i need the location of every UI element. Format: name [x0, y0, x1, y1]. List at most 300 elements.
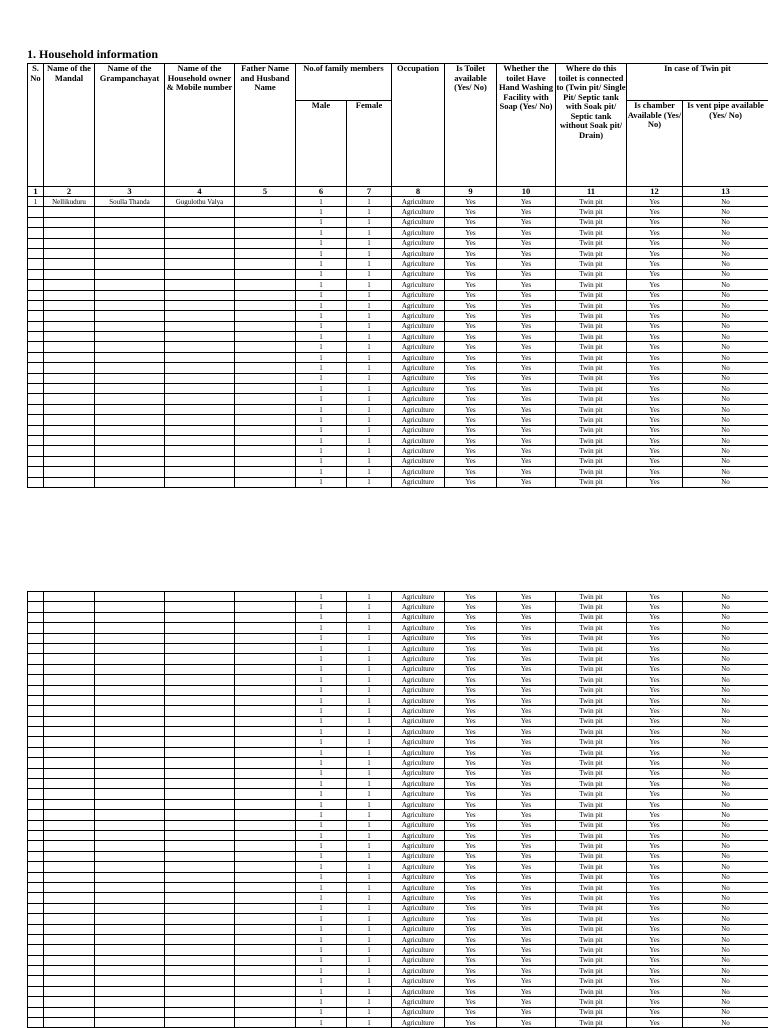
table-row	[28, 477, 768, 487]
cell-grampanchayat	[95, 467, 165, 477]
cell-female: 1	[347, 415, 392, 425]
table-row	[28, 290, 768, 300]
cell-father	[235, 737, 296, 747]
cell-male: 1	[296, 290, 347, 300]
cell-grampanchayat	[95, 695, 165, 705]
household-table-continued	[27, 591, 768, 1028]
table-row	[28, 435, 768, 445]
cell-female: 1	[347, 311, 392, 321]
cell-father	[235, 363, 296, 373]
cell-connected: Twin pit	[556, 373, 627, 383]
cell-connected: Twin pit	[556, 456, 627, 466]
cell-ventpipe: No	[683, 747, 768, 757]
cell-owner	[165, 727, 235, 737]
cell-owner: Gugulothu Valya	[165, 197, 235, 207]
cell-father	[235, 810, 296, 820]
cell-grampanchayat	[95, 882, 165, 892]
table-row	[28, 373, 768, 383]
cell-occupation: Agriculture	[392, 997, 445, 1007]
table-row	[28, 352, 768, 362]
cell-chamber: Yes	[627, 197, 683, 207]
cell-ventpipe: No	[683, 830, 768, 840]
cell-father	[235, 467, 296, 477]
cell-grampanchayat	[95, 799, 165, 809]
table-row	[28, 706, 768, 716]
cell-chamber: Yes	[627, 882, 683, 892]
cell-handwash: Yes	[497, 384, 556, 394]
cell-grampanchayat	[95, 747, 165, 757]
cell-chamber: Yes	[627, 623, 683, 633]
cell-handwash: Yes	[497, 685, 556, 695]
cell-connected: Twin pit	[556, 280, 627, 290]
cell-connected: Twin pit	[556, 997, 627, 1007]
cell-ventpipe: No	[683, 280, 768, 290]
cell-female: 1	[347, 882, 392, 892]
cell-connected: Twin pit	[556, 664, 627, 674]
household-table	[27, 63, 768, 488]
cell-mandal	[44, 893, 95, 903]
cell-occupation: Agriculture	[392, 716, 445, 726]
table-row	[28, 602, 768, 612]
table-row	[28, 893, 768, 903]
cell-chamber: Yes	[627, 415, 683, 425]
cell-sno	[28, 830, 44, 840]
table-row	[28, 862, 768, 872]
cell-sno	[28, 248, 44, 258]
cell-grampanchayat	[95, 654, 165, 664]
cell-connected: Twin pit	[556, 779, 627, 789]
table-row	[28, 259, 768, 269]
cell-grampanchayat	[95, 446, 165, 456]
cell-female: 1	[347, 228, 392, 238]
cell-mandal	[44, 914, 95, 924]
cell-male: 1	[296, 747, 347, 757]
cell-chamber: Yes	[627, 363, 683, 373]
cell-toilet: Yes	[445, 415, 497, 425]
cell-ventpipe: No	[683, 269, 768, 279]
cell-ventpipe: No	[683, 332, 768, 342]
cell-grampanchayat	[95, 404, 165, 414]
cell-male: 1	[296, 945, 347, 955]
cell-chamber: Yes	[627, 810, 683, 820]
table-row	[28, 675, 768, 685]
header-mandal: Name of the Mandal	[44, 64, 95, 187]
cell-handwash: Yes	[497, 716, 556, 726]
cell-owner	[165, 716, 235, 726]
cell-father	[235, 914, 296, 924]
cell-male: 1	[296, 799, 347, 809]
cell-mandal	[44, 966, 95, 976]
cell-female: 1	[347, 986, 392, 996]
cell-female: 1	[347, 269, 392, 279]
cell-female: 1	[347, 768, 392, 778]
cell-handwash: Yes	[497, 592, 556, 602]
cell-ventpipe: No	[683, 207, 768, 217]
cell-sno	[28, 768, 44, 778]
cell-father	[235, 643, 296, 653]
cell-occupation: Agriculture	[392, 747, 445, 757]
cell-owner	[165, 675, 235, 685]
cell-father	[235, 394, 296, 404]
header-owner: Name of the Household owner & Mobile number	[165, 64, 235, 187]
cell-female: 1	[347, 893, 392, 903]
cell-father	[235, 602, 296, 612]
cell-occupation: Agriculture	[392, 966, 445, 976]
cell-mandal	[44, 643, 95, 653]
cell-chamber: Yes	[627, 914, 683, 924]
cell-ventpipe: No	[683, 716, 768, 726]
cell-female: 1	[347, 373, 392, 383]
cell-sno	[28, 706, 44, 716]
header-chamber: Is chamber Available (Yes/ No)	[627, 101, 683, 187]
cell-sno	[28, 903, 44, 913]
cell-female: 1	[347, 238, 392, 248]
header-connected: Where do this toilet is connected to (Twin pit/ Single Pit/ Septic tank with Soak pit/ Septic tank without Soak pit/ Drain)	[556, 64, 627, 187]
cell-grampanchayat	[95, 997, 165, 1007]
cell-occupation: Agriculture	[392, 914, 445, 924]
column-number: 3	[95, 187, 165, 197]
cell-handwash: Yes	[497, 300, 556, 310]
cell-sno	[28, 228, 44, 238]
cell-chamber: Yes	[627, 924, 683, 934]
column-number: 1	[28, 187, 44, 197]
cell-connected: Twin pit	[556, 706, 627, 716]
cell-grampanchayat	[95, 976, 165, 986]
cell-ventpipe: No	[683, 477, 768, 487]
cell-female: 1	[347, 290, 392, 300]
cell-female: 1	[347, 727, 392, 737]
cell-female: 1	[347, 799, 392, 809]
cell-toilet: Yes	[445, 841, 497, 851]
cell-occupation: Agriculture	[392, 685, 445, 695]
cell-mandal: Nellikuduru	[44, 197, 95, 207]
cell-owner	[165, 893, 235, 903]
cell-mandal	[44, 862, 95, 872]
cell-owner	[165, 820, 235, 830]
cell-mandal	[44, 602, 95, 612]
cell-owner	[165, 435, 235, 445]
cell-handwash: Yes	[497, 207, 556, 217]
cell-occupation: Agriculture	[392, 903, 445, 913]
cell-handwash: Yes	[497, 872, 556, 882]
cell-handwash: Yes	[497, 737, 556, 747]
cell-male: 1	[296, 862, 347, 872]
cell-handwash: Yes	[497, 986, 556, 996]
cell-sno	[28, 945, 44, 955]
cell-handwash: Yes	[497, 820, 556, 830]
table-row	[28, 945, 768, 955]
cell-chamber: Yes	[627, 300, 683, 310]
cell-female: 1	[347, 602, 392, 612]
cell-ventpipe: No	[683, 612, 768, 622]
cell-owner	[165, 394, 235, 404]
cell-grampanchayat	[95, 903, 165, 913]
cell-chamber: Yes	[627, 373, 683, 383]
cell-father	[235, 976, 296, 986]
cell-ventpipe: No	[683, 404, 768, 414]
cell-toilet: Yes	[445, 654, 497, 664]
cell-grampanchayat	[95, 394, 165, 404]
cell-connected: Twin pit	[556, 332, 627, 342]
cell-occupation: Agriculture	[392, 664, 445, 674]
cell-toilet: Yes	[445, 363, 497, 373]
cell-grampanchayat	[95, 238, 165, 248]
cell-handwash: Yes	[497, 623, 556, 633]
cell-ventpipe: No	[683, 602, 768, 612]
cell-chamber: Yes	[627, 716, 683, 726]
cell-mandal	[44, 477, 95, 487]
cell-occupation: Agriculture	[392, 248, 445, 258]
cell-female: 1	[347, 592, 392, 602]
cell-owner	[165, 633, 235, 643]
cell-occupation: Agriculture	[392, 727, 445, 737]
cell-chamber: Yes	[627, 290, 683, 300]
cell-grampanchayat	[95, 685, 165, 695]
cell-female: 1	[347, 737, 392, 747]
cell-toilet: Yes	[445, 332, 497, 342]
cell-chamber: Yes	[627, 269, 683, 279]
column-number: 8	[392, 187, 445, 197]
cell-connected: Twin pit	[556, 955, 627, 965]
cell-grampanchayat	[95, 820, 165, 830]
cell-handwash: Yes	[497, 456, 556, 466]
cell-connected: Twin pit	[556, 914, 627, 924]
cell-ventpipe: No	[683, 789, 768, 799]
cell-toilet: Yes	[445, 966, 497, 976]
cell-toilet: Yes	[445, 882, 497, 892]
table-row	[28, 300, 768, 310]
cell-toilet: Yes	[445, 373, 497, 383]
cell-female: 1	[347, 841, 392, 851]
table-row	[28, 830, 768, 840]
cell-owner	[165, 706, 235, 716]
cell-owner	[165, 851, 235, 861]
table-row	[28, 404, 768, 414]
cell-male: 1	[296, 727, 347, 737]
cell-owner	[165, 695, 235, 705]
cell-male: 1	[296, 1018, 347, 1028]
table-row	[28, 238, 768, 248]
cell-owner	[165, 456, 235, 466]
cell-ventpipe: No	[683, 727, 768, 737]
cell-toilet: Yes	[445, 737, 497, 747]
cell-father	[235, 435, 296, 445]
cell-toilet: Yes	[445, 747, 497, 757]
cell-ventpipe: No	[683, 228, 768, 238]
cell-owner	[165, 758, 235, 768]
cell-father	[235, 986, 296, 996]
cell-male: 1	[296, 363, 347, 373]
cell-chamber: Yes	[627, 976, 683, 986]
cell-female: 1	[347, 633, 392, 643]
cell-occupation: Agriculture	[392, 384, 445, 394]
cell-mandal	[44, 269, 95, 279]
table-row	[28, 332, 768, 342]
cell-ventpipe: No	[683, 654, 768, 664]
cell-sno	[28, 779, 44, 789]
cell-ventpipe: No	[683, 259, 768, 269]
table-row	[28, 810, 768, 820]
cell-grampanchayat	[95, 986, 165, 996]
cell-sno	[28, 862, 44, 872]
cell-sno	[28, 592, 44, 602]
cell-father	[235, 280, 296, 290]
cell-mandal	[44, 727, 95, 737]
cell-chamber: Yes	[627, 830, 683, 840]
cell-father	[235, 425, 296, 435]
cell-toilet: Yes	[445, 612, 497, 622]
cell-ventpipe: No	[683, 966, 768, 976]
cell-male: 1	[296, 633, 347, 643]
cell-father	[235, 851, 296, 861]
cell-female: 1	[347, 747, 392, 757]
cell-occupation: Agriculture	[392, 882, 445, 892]
cell-mandal	[44, 456, 95, 466]
cell-sno	[28, 727, 44, 737]
cell-toilet: Yes	[445, 207, 497, 217]
cell-toilet: Yes	[445, 716, 497, 726]
table-row	[28, 643, 768, 653]
cell-owner	[165, 602, 235, 612]
cell-female: 1	[347, 872, 392, 882]
table-row	[28, 789, 768, 799]
table-row	[28, 363, 768, 373]
cell-father	[235, 903, 296, 913]
cell-mandal	[44, 955, 95, 965]
cell-father	[235, 685, 296, 695]
cell-male: 1	[296, 217, 347, 227]
cell-connected: Twin pit	[556, 654, 627, 664]
cell-father	[235, 893, 296, 903]
cell-female: 1	[347, 945, 392, 955]
cell-sno	[28, 1007, 44, 1017]
cell-occupation: Agriculture	[392, 352, 445, 362]
cell-father	[235, 415, 296, 425]
cell-chamber: Yes	[627, 332, 683, 342]
cell-sno	[28, 269, 44, 279]
cell-ventpipe: No	[683, 841, 768, 851]
table-row	[28, 207, 768, 217]
cell-ventpipe: No	[683, 872, 768, 882]
cell-male: 1	[296, 820, 347, 830]
cell-sno	[28, 342, 44, 352]
cell-occupation: Agriculture	[392, 758, 445, 768]
cell-mandal	[44, 259, 95, 269]
cell-mandal	[44, 384, 95, 394]
cell-handwash: Yes	[497, 228, 556, 238]
cell-chamber: Yes	[627, 789, 683, 799]
cell-owner	[165, 332, 235, 342]
cell-occupation: Agriculture	[392, 893, 445, 903]
table-row	[28, 903, 768, 913]
cell-connected: Twin pit	[556, 1018, 627, 1028]
cell-occupation: Agriculture	[392, 924, 445, 934]
cell-father	[235, 446, 296, 456]
cell-ventpipe: No	[683, 394, 768, 404]
cell-handwash: Yes	[497, 945, 556, 955]
cell-handwash: Yes	[497, 893, 556, 903]
cell-toilet: Yes	[445, 477, 497, 487]
cell-grampanchayat	[95, 872, 165, 882]
cell-owner	[165, 841, 235, 851]
cell-sno	[28, 924, 44, 934]
cell-male: 1	[296, 924, 347, 934]
cell-male: 1	[296, 300, 347, 310]
header-ventpipe: Is vent pipe available (Yes/ No)	[683, 101, 768, 187]
cell-female: 1	[347, 197, 392, 207]
cell-sno	[28, 300, 44, 310]
cell-grampanchayat	[95, 207, 165, 217]
cell-mandal	[44, 612, 95, 622]
table-row	[28, 311, 768, 321]
cell-male: 1	[296, 602, 347, 612]
cell-handwash: Yes	[497, 664, 556, 674]
cell-chamber: Yes	[627, 706, 683, 716]
cell-handwash: Yes	[497, 955, 556, 965]
cell-connected: Twin pit	[556, 924, 627, 934]
cell-occupation: Agriculture	[392, 706, 445, 716]
table-row	[28, 955, 768, 965]
cell-connected: Twin pit	[556, 197, 627, 207]
cell-connected: Twin pit	[556, 248, 627, 258]
cell-toilet: Yes	[445, 467, 497, 477]
cell-male: 1	[296, 903, 347, 913]
cell-mandal	[44, 903, 95, 913]
table-row	[28, 872, 768, 882]
table-row	[28, 415, 768, 425]
cell-mandal	[44, 976, 95, 986]
cell-grampanchayat	[95, 810, 165, 820]
cell-owner	[165, 643, 235, 653]
cell-connected: Twin pit	[556, 820, 627, 830]
cell-owner	[165, 914, 235, 924]
cell-owner	[165, 467, 235, 477]
cell-male: 1	[296, 446, 347, 456]
cell-connected: Twin pit	[556, 695, 627, 705]
cell-sno	[28, 654, 44, 664]
cell-grampanchayat	[95, 779, 165, 789]
cell-chamber: Yes	[627, 592, 683, 602]
cell-chamber: Yes	[627, 435, 683, 445]
cell-father	[235, 477, 296, 487]
cell-father	[235, 623, 296, 633]
cell-ventpipe: No	[683, 706, 768, 716]
cell-male: 1	[296, 695, 347, 705]
table-row	[28, 197, 768, 207]
cell-ventpipe: No	[683, 737, 768, 747]
cell-toilet: Yes	[445, 643, 497, 653]
table-row	[28, 456, 768, 466]
cell-grampanchayat	[95, 602, 165, 612]
table-row	[28, 747, 768, 757]
cell-owner	[165, 664, 235, 674]
header-grampanchayat: Name of the Grampanchayat	[95, 64, 165, 187]
cell-chamber: Yes	[627, 280, 683, 290]
cell-grampanchayat	[95, 373, 165, 383]
cell-chamber: Yes	[627, 903, 683, 913]
table-row	[28, 1007, 768, 1017]
cell-toilet: Yes	[445, 986, 497, 996]
cell-female: 1	[347, 259, 392, 269]
cell-male: 1	[296, 238, 347, 248]
table-row	[28, 966, 768, 976]
cell-female: 1	[347, 643, 392, 653]
cell-sno	[28, 311, 44, 321]
cell-father	[235, 882, 296, 892]
cell-ventpipe: No	[683, 934, 768, 944]
cell-father	[235, 207, 296, 217]
column-number: 12	[627, 187, 683, 197]
